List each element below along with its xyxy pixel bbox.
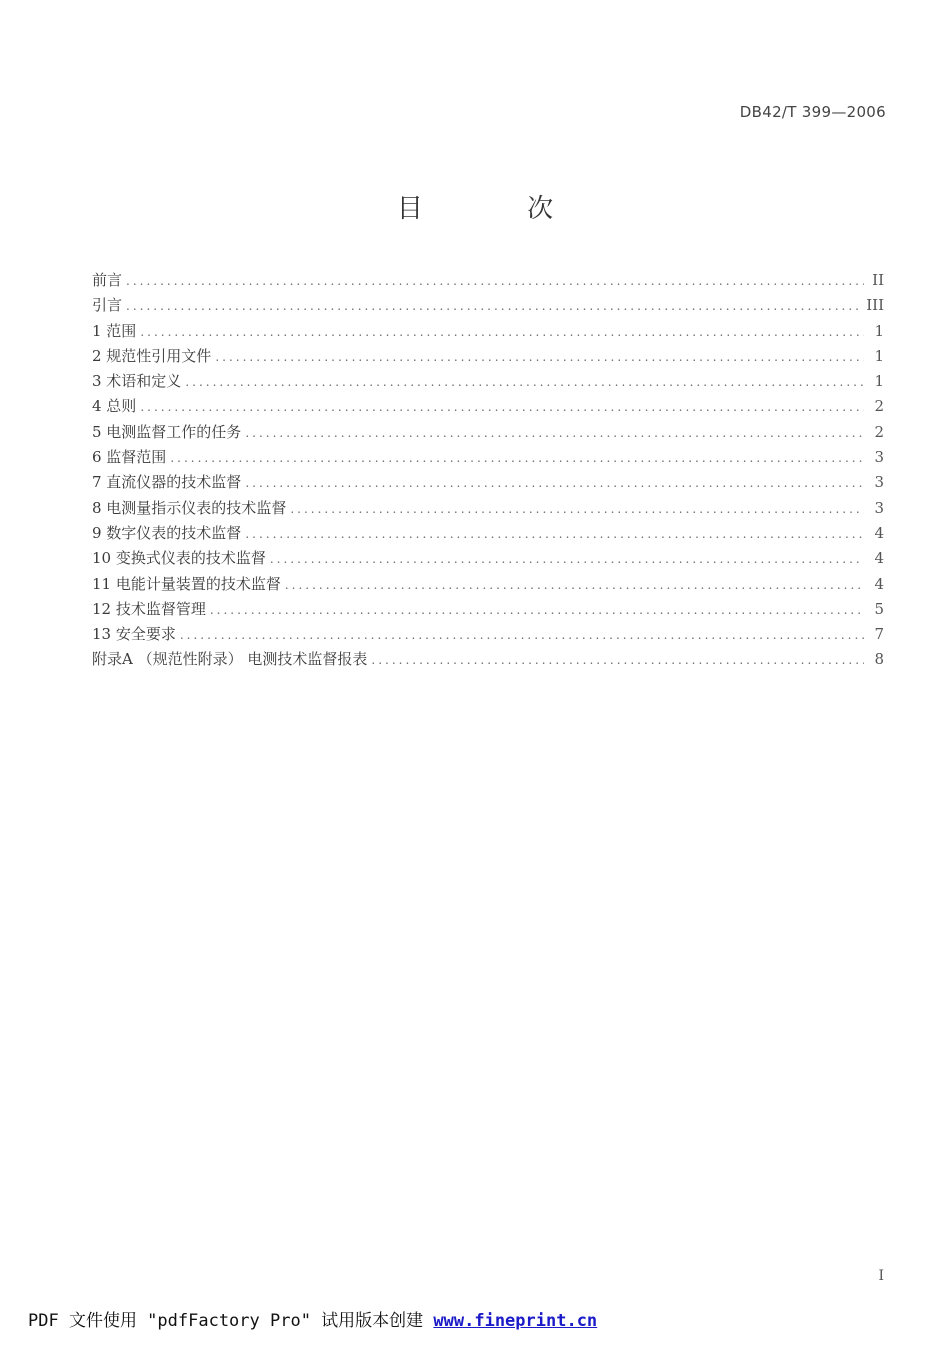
toc-entry[interactable] [92, 369, 884, 394]
toc-entry-label: 13 安全要求 [92, 625, 176, 644]
toc-entry-page: 2 [874, 397, 884, 416]
toc-entry[interactable] [92, 344, 884, 369]
toc-entry[interactable] [92, 394, 884, 419]
toc-entry-label: 1 范围 [92, 321, 137, 340]
toc-leader-dots [245, 471, 864, 496]
toc-entry-page: 3 [874, 448, 884, 467]
toc-entry-label: 7 直流仪器的技术监督 [92, 473, 242, 492]
toc-leader-dots [185, 370, 864, 395]
toc-entry-page: 1 [874, 321, 884, 340]
toc-entry-label: 2 规范性引用文件 [92, 346, 212, 365]
toc-entry-label: 3 术语和定义 [92, 372, 182, 391]
toc-leader-dots [126, 294, 860, 319]
toc-entry-page: 1 [874, 346, 884, 365]
toc-entry[interactable] [92, 572, 884, 597]
toc-entry-label: 前言 [92, 271, 123, 289]
table-of-contents [92, 268, 884, 673]
toc-leader-dots [140, 395, 864, 420]
toc-entry-label: 11 电能计量装置的技术监督 [92, 574, 281, 593]
toc-entry-page: 4 [874, 574, 884, 593]
watermark-text: PDF 文件使用 "pdfFactory Pro" 试用版本创建 [28, 1311, 434, 1331]
toc-leader-dots [245, 421, 864, 446]
toc-entry[interactable] [92, 521, 884, 546]
toc-leader-dots [245, 522, 864, 547]
toc-entry-label: 12 技术监督管理 [92, 599, 206, 618]
toc-entry-label: 9 数字仪表的技术监督 [92, 523, 242, 542]
toc-title: 目 次 [396, 194, 602, 224]
toc-entry-label: 10 变换式仪表的技术监督 [92, 549, 266, 568]
toc-entry[interactable] [92, 319, 884, 344]
toc-leader-dots [285, 573, 864, 598]
toc-entry[interactable] [92, 597, 884, 622]
toc-entry-label: 5 电测监督工作的任务 [92, 422, 242, 441]
pdf-watermark [28, 1306, 597, 1331]
document-code: DB42/T 399—2006 [739, 103, 886, 121]
toc-leader-dots [290, 497, 864, 522]
toc-entry-page: 4 [874, 549, 884, 568]
toc-entry-page: 3 [874, 473, 884, 492]
toc-leader-dots [170, 446, 864, 471]
toc-entry-label: 6 监督范围 [92, 448, 167, 467]
page-number: I [878, 1268, 884, 1284]
toc-leader-dots [215, 345, 864, 370]
toc-entry-page: 1 [874, 372, 884, 391]
toc-entry-page: 2 [874, 422, 884, 441]
toc-leader-dots [270, 547, 864, 572]
toc-entry-page: 8 [874, 650, 884, 669]
toc-entry[interactable] [92, 647, 884, 672]
toc-entry-page: 3 [874, 498, 884, 517]
toc-leader-dots [140, 320, 864, 345]
toc-leader-dots [371, 648, 864, 673]
toc-entry[interactable] [92, 546, 884, 571]
toc-entry-label: 4 总则 [92, 397, 137, 416]
toc-entry-label: 附录A （规范性附录） 电测技术监督报表 [92, 650, 368, 669]
toc-entry-page: 4 [874, 523, 884, 542]
watermark-link[interactable]: www.fineprint.cn [433, 1311, 598, 1331]
toc-entry-label: 引言 [92, 296, 123, 315]
toc-entry-page: 5 [874, 599, 884, 618]
toc-entry[interactable] [92, 470, 884, 495]
toc-entry[interactable] [92, 268, 884, 293]
toc-entry-label: 8 电测量指示仪表的技术监督 [92, 498, 287, 517]
toc-leader-dots [126, 269, 864, 294]
toc-entry-page: II [872, 271, 884, 289]
toc-leader-dots [180, 623, 864, 648]
toc-entry-page: III [866, 296, 884, 315]
toc-leader-dots [210, 598, 864, 623]
toc-entry[interactable] [92, 293, 884, 318]
toc-entry-page: 7 [874, 625, 884, 644]
toc-entry[interactable] [92, 420, 884, 445]
toc-entry[interactable] [92, 496, 884, 521]
toc-entry[interactable] [92, 445, 884, 470]
toc-entry[interactable] [92, 622, 884, 647]
